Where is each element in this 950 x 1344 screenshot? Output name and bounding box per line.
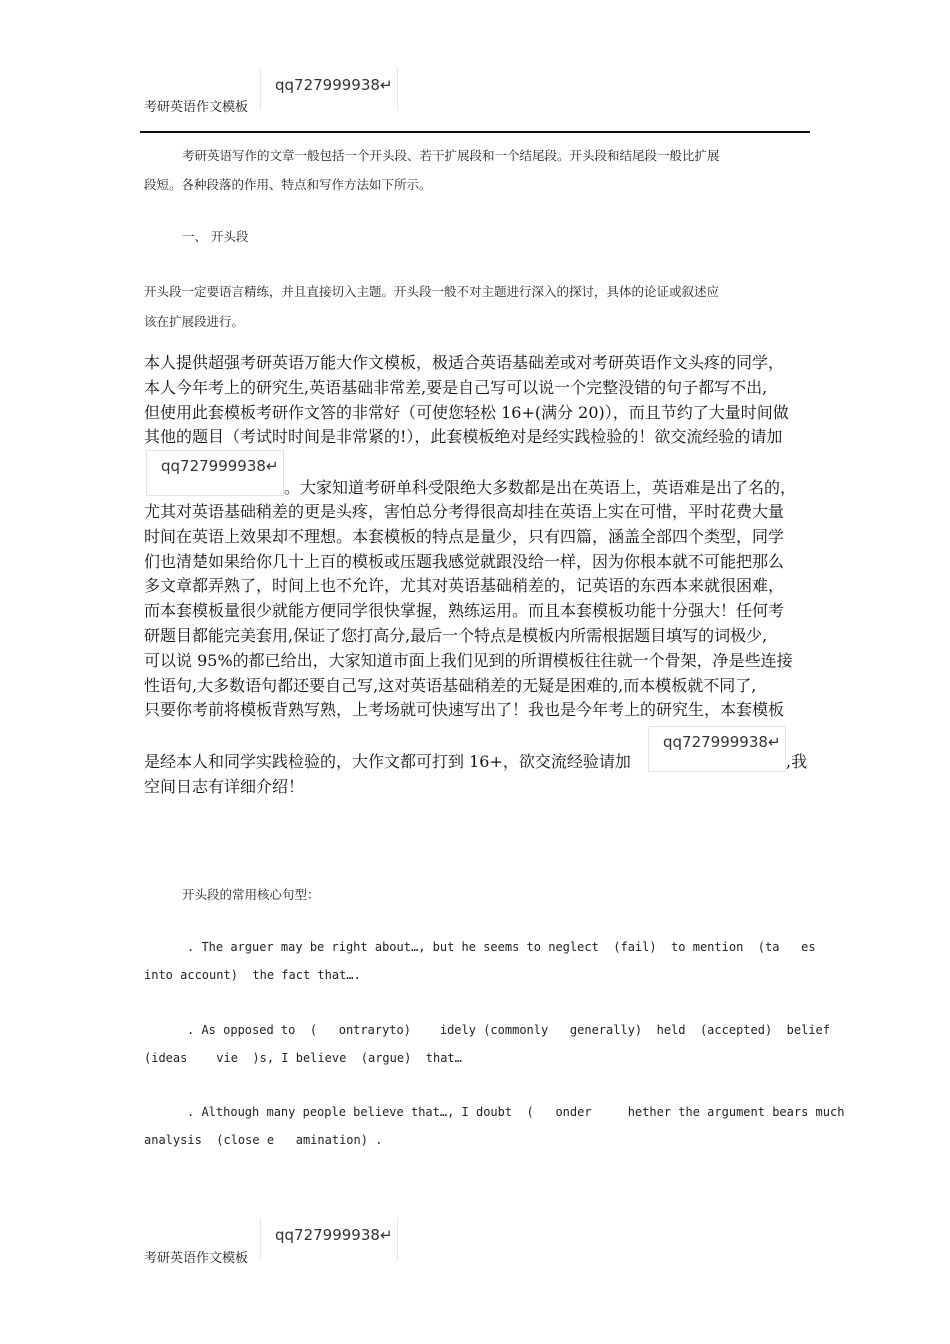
promo-qq-line-tail: 。大家知道考研单科受限绝大多数都是出在英语上，英语难是出了名的，	[284, 478, 797, 497]
promo-line-1: 本人提供超强考研英语万能大作文模板，极适合英语基础差或对考研英语作文头疼的同学，	[144, 353, 785, 372]
header-qq-box	[260, 68, 398, 110]
sentence-2-line-a: . As opposed to ( ontraryto) idely (commonly generally) held (accepted) belief	[187, 1023, 830, 1037]
promo-line-12: 性语句,大多数语句都还要自己写,这对英语基础稍差的无疑是困难的,而本模板就不同了,	[144, 675, 757, 695]
sentence-1-line-b: into account) the fact that….	[144, 968, 361, 982]
promo-line-5: 尤其对英语基础稍差的更是头疼，害怕总分考得很高却挂在英语上实在可惜，平时花费大量	[144, 502, 785, 521]
promo-qq-box-2	[648, 726, 786, 772]
section1-description	[144, 277, 814, 337]
promo-last-line-b: 空间日志有详细介绍！	[144, 777, 305, 796]
return-mark-icon: ↵	[379, 76, 393, 94]
promo-qq-box-1	[146, 450, 284, 496]
footer-qq-box	[260, 1218, 398, 1260]
promo-qq-number-1: qq727999938	[161, 457, 266, 475]
section1-desc-line-1: 开头段一定要语言精练，并且直接切入主题。开头段一般不对主题进行深入的探讨，具体的论证或叙述应	[144, 284, 720, 299]
sentence-3-line-b: analysis (close e amination) .	[144, 1133, 383, 1147]
promo-qq-text-2	[663, 733, 781, 751]
promo-qq-text-1	[161, 457, 279, 475]
intro-paragraph	[144, 141, 814, 199]
header-title: 考研英语作文模板	[144, 100, 249, 115]
promo-last-line-a-tail: ,我	[786, 752, 808, 771]
promo-paragraph-continued	[144, 500, 824, 723]
header-qq-text	[275, 76, 393, 94]
promo-paragraph	[144, 351, 824, 450]
sentence-2-line-b: (ideas vie )s, I believe (argue) that…	[144, 1051, 462, 1065]
intro-line-2: 段短。各种段落的作用、特点和写作方法如下所示。	[144, 177, 432, 192]
promo-line-11: 可以说 95%的都已给出，大家知道市面上我们见到的所谓模板往往就一个骨架，净是些连接	[144, 650, 793, 670]
return-mark-icon: ↵	[767, 733, 781, 751]
section1-title: 一、 开头段	[182, 229, 249, 244]
promo-line-2: 本人今年考上的研究生,英语基础非常差,要是自己写可以说一个完整没错的句子都写不出,	[144, 377, 768, 397]
promo-line-6: 时间在英语上效果却不理想。本套模板的特点是量少，只有四篇，涵盖全部四个类型，同学	[144, 526, 785, 546]
footer-qq-number: qq727999938	[275, 1226, 380, 1244]
promo-line-9: 而本套模板量很少就能方便同学很快掌握，熟练运用。而且本套模板功能十分强大！任何考	[144, 601, 785, 621]
sentence-3-line-a: . Although many people believe that…, I doubt ( onder hether the argument bears much	[187, 1105, 845, 1119]
promo-line-10: 研题目都能完美套用,保证了您打高分,最后一个特点是模板内所需根据题目填写的词极少,	[144, 625, 768, 645]
return-mark-icon: ↵	[379, 1226, 393, 1244]
return-mark-icon: ↵	[265, 457, 279, 475]
footer-title: 考研英语作文模板	[144, 1251, 249, 1266]
promo-qq-number-2: qq727999938	[663, 733, 768, 751]
header-rule	[140, 131, 810, 133]
footer-qq-text	[275, 1226, 393, 1244]
promo-line-3: 但使用此套模板考研作文答的非常好（可使您轻松 16+(满分 20)），而且节约了大量时间做	[144, 402, 789, 422]
promo-line-4: 其他的题目（考试时时间是非常紧的!），此套模板绝对是经实践检验的！欲交流经验的请加	[144, 427, 783, 447]
core-title: 开头段的常用核心句型：	[182, 887, 320, 902]
intro-line-1: 考研英语写作的文章一般包括一个开头段、若干扩展段和一个结尾段。开头段和结尾段一般比扩展	[182, 148, 720, 163]
promo-last-line-a: 是经本人和同学实践检验的，大作文都可打到 16+，欲交流经验请加	[144, 752, 631, 771]
header-qq-number: qq727999938	[275, 76, 380, 94]
promo-line-13: 只要你考前将模板背熟写熟，上考场就可快速写出了！我也是今年考上的研究生，本套模板	[144, 700, 785, 720]
sentence-1-line-a: . The arguer may be right about…, but he seems to neglect (fail) to mention (ta es	[187, 940, 816, 954]
promo-line-8: 多文章都弄熟了，时间上也不允许，尤其对英语基础稍差的，记英语的东西本来就很困难，	[144, 576, 785, 596]
section1-desc-line-2: 该在扩展段进行。	[144, 314, 245, 329]
promo-line-7: 们也清楚如果给你几十上百的模板或压题我感觉就跟没给一样，因为你根本就不可能把那么	[144, 551, 785, 571]
